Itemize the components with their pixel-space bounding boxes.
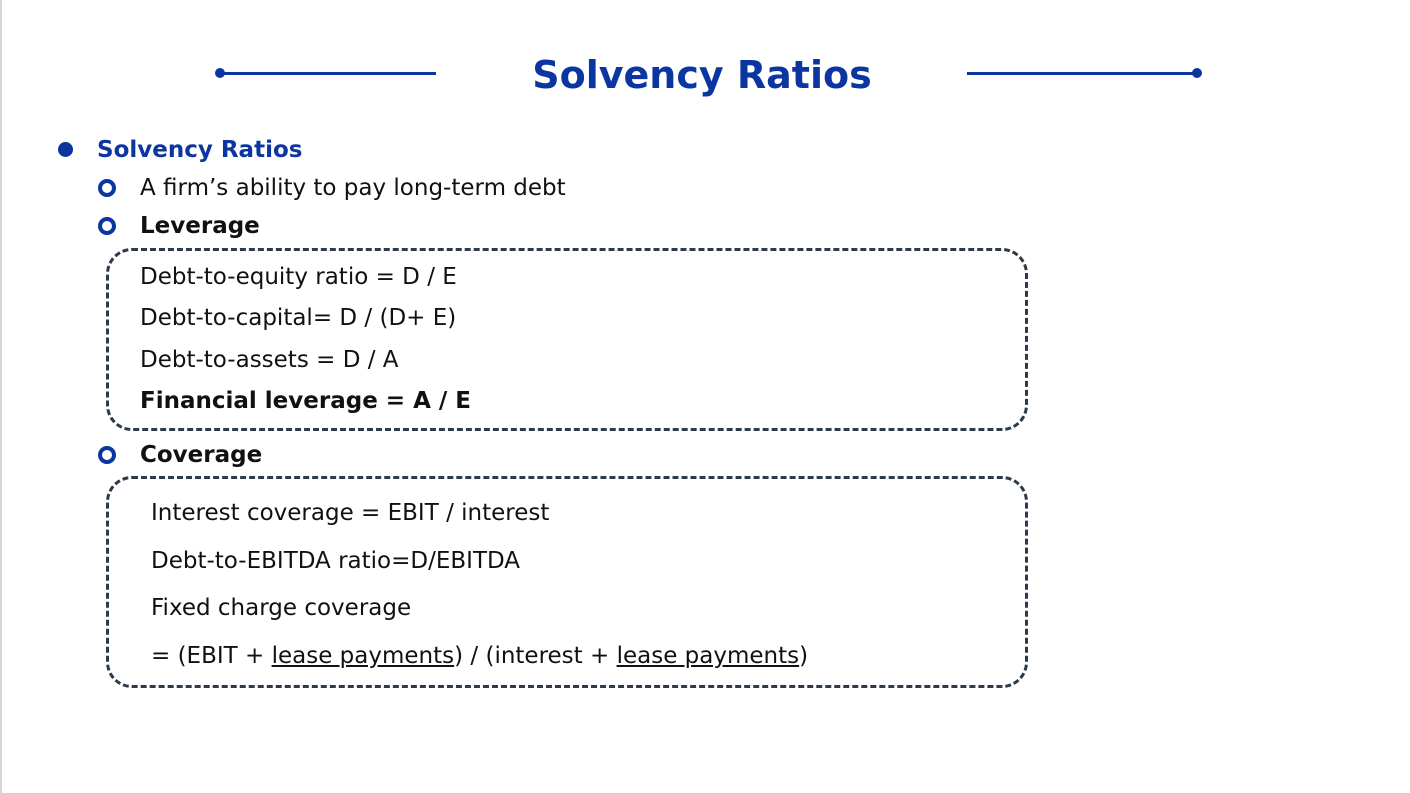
title-right-dot xyxy=(1192,68,1202,78)
formula-underlined-term: lease payments xyxy=(271,643,455,669)
leverage-item: Debt-to-assets = D / A xyxy=(140,347,399,373)
leverage-item: Debt-to-equity ratio = D / E xyxy=(140,264,457,290)
coverage-item: Fixed charge coverage xyxy=(151,595,412,621)
leverage-heading: Leverage xyxy=(140,213,260,239)
bullet-solid-icon xyxy=(58,142,73,157)
bullet-ring-icon xyxy=(98,217,116,235)
title-right-line xyxy=(967,72,1197,75)
page-title: Solvency Ratios xyxy=(532,53,872,97)
formula-part: ) xyxy=(799,643,809,669)
slide-left-border xyxy=(0,0,2,793)
bullet-ring-icon xyxy=(98,179,116,197)
coverage-item: Interest coverage = EBIT / interest xyxy=(151,500,550,526)
leverage-item: Debt-to-capital= D / (D+ E) xyxy=(140,305,457,331)
coverage-formula xyxy=(151,641,808,671)
coverage-item: Debt-to-EBITDA ratio=D/EBITDA xyxy=(151,548,521,574)
coverage-heading: Coverage xyxy=(140,442,263,468)
formula-underlined-term: lease payments xyxy=(616,643,800,669)
definition-text: A firm’s ability to pay long-term debt xyxy=(140,175,566,201)
section-heading: Solvency Ratios xyxy=(97,137,303,163)
bullet-ring-icon xyxy=(98,446,116,464)
formula-part: = (EBIT + xyxy=(151,643,272,669)
formula-part: ) / (interest + xyxy=(454,643,617,669)
leverage-item: Financial leverage = A / E xyxy=(140,388,472,414)
